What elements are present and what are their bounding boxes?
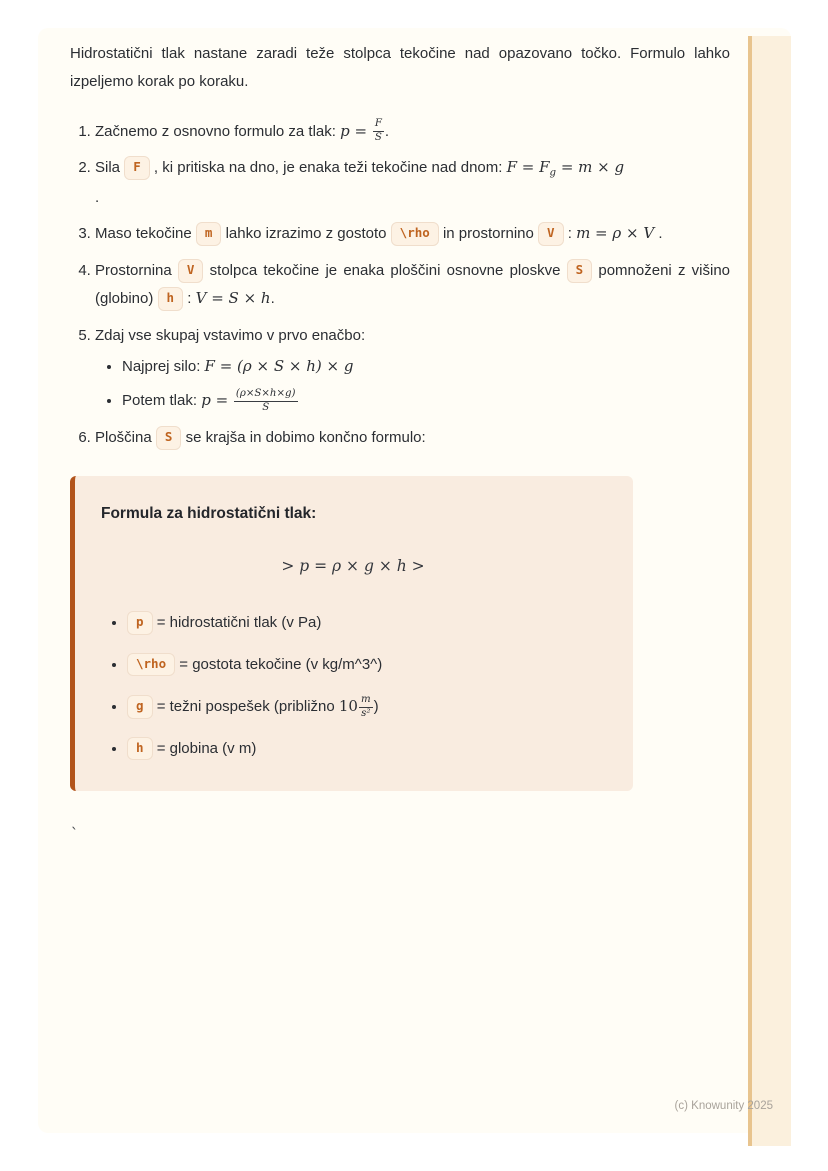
math-fraction <box>373 118 384 145</box>
formula-legend-list <box>101 609 605 763</box>
text-segment: = gostota tekočine (v kg/m^3^) <box>175 655 383 673</box>
step-item <box>95 220 730 248</box>
inline-code-badge: F <box>124 156 150 180</box>
math-fraction <box>359 694 373 721</box>
step-item <box>95 322 730 415</box>
step-item <box>95 154 730 211</box>
math-number: 10 <box>338 697 358 716</box>
math-segment: m = ρ × V <box>576 224 655 243</box>
hydrostatic-pressure-formula: > p = ρ × g × h > <box>281 557 425 576</box>
callout-title: Formula za hidrostatični tlak: <box>101 504 317 522</box>
text-segment: Potem tlak: <box>122 392 202 410</box>
text-segment: Ploščina <box>95 428 156 446</box>
legend-item <box>127 735 605 764</box>
page-edge-stripe <box>748 36 791 1146</box>
legend-item <box>127 609 605 638</box>
math-segment: F = F <box>506 158 550 177</box>
inline-code-badge: p <box>127 611 153 635</box>
derivation-steps-list <box>70 118 730 452</box>
text-segment: . <box>270 289 275 307</box>
step-sub-list <box>95 353 730 415</box>
math-segment: p = <box>340 121 372 140</box>
step-item <box>95 257 730 313</box>
text-segment: lahko izrazimo z gostoto <box>221 225 391 243</box>
inline-code-badge: h <box>127 737 153 761</box>
fraction-denominator: S <box>262 401 270 413</box>
fraction-denominator: S <box>374 132 382 144</box>
text-segment: Začnemo z osnovno formulo za tlak: <box>95 122 341 140</box>
math-segment: F = (ρ × S × h) × g <box>204 357 354 376</box>
inline-code-badge: \rho <box>127 653 175 677</box>
text-segment: Prostornina <box>95 262 178 280</box>
fraction-numerator: (ρ×S×h×g) <box>234 388 298 402</box>
legend-item <box>127 692 605 722</box>
intro-paragraph: Hidrostatični tlak nastane zaradi teže stolpca tekočine nad opazovano točko. Formulo lahko izpeljemo korak po koraku. <box>70 45 730 90</box>
fraction-numerator: m <box>359 694 373 708</box>
text-segment: . <box>654 225 663 243</box>
inline-code-badge: S <box>567 259 593 283</box>
inline-code-badge: \rho <box>391 222 439 246</box>
text-segment: . <box>95 188 100 206</box>
text-segment: Maso tekočine <box>95 225 196 243</box>
fraction-numerator: F <box>373 118 384 132</box>
math-segment: V = S × h <box>195 288 271 307</box>
stray-backtick: ` <box>70 825 80 844</box>
step-sub-item <box>122 387 730 415</box>
inline-code-badge: g <box>127 695 153 719</box>
text-segment: = hidrostatični tlak (v Pa) <box>152 614 322 632</box>
step-sub-item <box>122 353 730 381</box>
step-item <box>95 424 730 452</box>
text-segment: : <box>183 289 196 307</box>
step-item <box>95 118 730 146</box>
text-segment: = težni pospešek (približno <box>152 698 339 716</box>
text-segment: ) <box>373 698 379 716</box>
text-segment: . <box>384 122 390 140</box>
text-segment: = globina (v m) <box>152 739 257 757</box>
formula-callout <box>70 476 633 791</box>
legend-item <box>127 651 605 680</box>
copyright-footer: (c) Knowunity 2025 <box>674 1100 773 1112</box>
text-segment: pomnoženi z višino (globino) <box>95 262 731 307</box>
text-segment: , ki pritiska na dno, je enaka teži tekočine nad dnom: <box>149 159 507 177</box>
inline-code-badge: h <box>158 287 184 311</box>
inline-code-badge: V <box>178 259 204 283</box>
text-segment: Sila <box>95 159 125 177</box>
math-subscript: g <box>549 167 557 179</box>
math-fraction <box>234 388 298 415</box>
text-segment: stolpca tekočine je enaka ploščini osnovne ploskve <box>203 262 567 280</box>
inline-code-badge: S <box>156 426 182 450</box>
text-segment: se krajša in dobimo končno formulo: <box>181 428 426 446</box>
text-segment: Zdaj vse skupaj vstavimo v prvo enačbo: <box>95 326 366 344</box>
fraction-denominator: s² <box>361 707 371 719</box>
text-segment: in prostornino <box>438 225 539 243</box>
math-segment: = m × g <box>556 158 625 177</box>
inline-code-badge: m <box>196 222 222 246</box>
text-segment: : <box>563 225 577 243</box>
math-segment: p = <box>201 391 233 410</box>
inline-code-badge: V <box>538 222 564 246</box>
note-content <box>70 40 730 849</box>
text-segment: Najprej silo: <box>122 358 205 376</box>
